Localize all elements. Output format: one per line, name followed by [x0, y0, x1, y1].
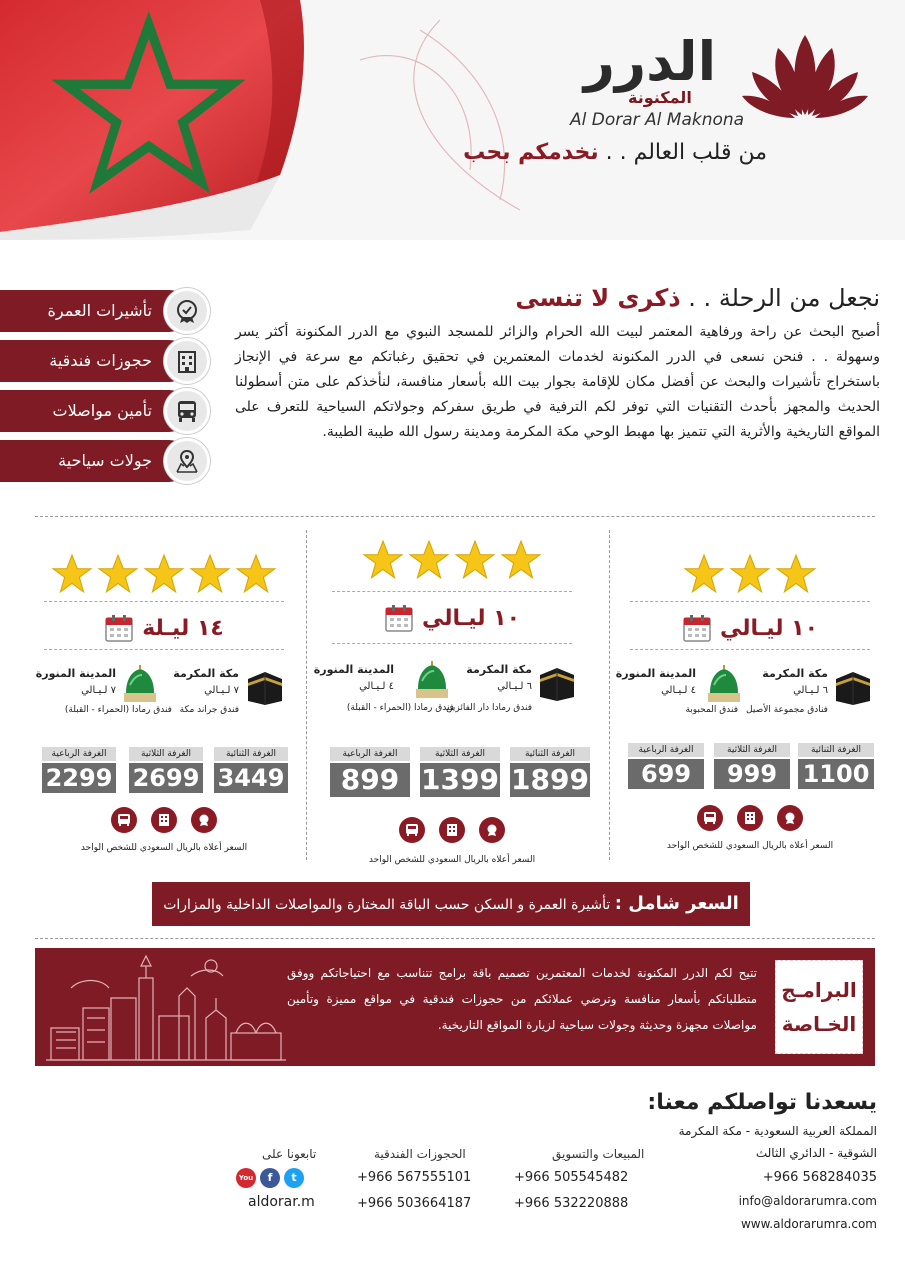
star-icon — [235, 553, 277, 595]
star-icon — [97, 553, 139, 595]
service-label: جولات سياحية — [0, 440, 190, 482]
room-triple — [714, 743, 790, 789]
hotel-icon — [737, 805, 763, 831]
package-card-3-star — [615, 525, 880, 865]
nights-label — [34, 613, 294, 643]
bus-icon — [164, 388, 210, 434]
divider — [44, 601, 284, 602]
twitter-icon[interactable]: t — [284, 1168, 304, 1188]
service-tours — [0, 440, 212, 482]
makkah-stay — [744, 663, 874, 723]
kaaba-icon — [832, 667, 874, 707]
sales-label: المبيعات والتسويق — [552, 1147, 645, 1161]
star-rating — [322, 539, 582, 581]
city-name: مكة المكرمة — [762, 667, 828, 680]
room-label: الغرفة الثلاثية — [714, 743, 790, 757]
divider — [35, 516, 875, 517]
nights-text: ١٤ ليـلة — [142, 615, 224, 641]
prophets-mosque-icon — [704, 663, 744, 705]
calendar-icon — [682, 613, 712, 643]
hotel-name: فندق رمادا (الحمراء - القبلة) — [346, 703, 454, 713]
room-triple — [420, 747, 500, 796]
city-name: المدينة المنورة — [35, 667, 116, 680]
header — [0, 0, 905, 240]
hotel-bookings-phone[interactable]: +966 503664187 — [357, 1196, 472, 1211]
room-price: 699 — [628, 759, 704, 789]
city-nights: ٧ لـيـالي — [81, 685, 116, 696]
intro-text: أصبح البحث عن راحة ورفاهية المعتمر لبيت الله الحرام والزائر للمسجد النبوي مع الدرر المكنونة أكثر يسر وسهولة . . فنحن نسعى في الدرر المكنونة لخدمات المعتمرين في تحقيق رغباتكم مع سرعة في الإنجاز باستخراج تأشيرات والبحث عن أفضل مكان للإقامة بجوار بيت الله بأسعار منافسة، لنأخذكم على متن أسطولنا الحديث والمجهز بأحدث التقنيات التي توفر لكم الترفية في طريق سفركم وجولاتكم السياحية للتعرف على المواقع التاريخية والأثرية التي تتميز بها مهبط الوحي مكة المكرمة ومدينة رسول الله طيبة الطيبة. — [235, 324, 880, 440]
contact-website-link[interactable]: www.aldorarumra.com — [740, 1217, 877, 1231]
service-label: تأشيرات العمرة — [0, 290, 190, 332]
room-quad — [42, 747, 116, 793]
room-price: 1899 — [511, 763, 589, 796]
contact-address-line2: الشوقية - الدائري الثالث — [755, 1146, 877, 1160]
divider — [44, 649, 284, 650]
divider — [332, 643, 572, 644]
slogan — [463, 140, 767, 165]
contact-phone[interactable]: +966 568284035 — [762, 1170, 877, 1185]
room-quad — [628, 743, 704, 789]
city-name: مكة المكرمة — [173, 667, 239, 680]
divider — [35, 938, 875, 939]
service-hotel-booking — [0, 340, 212, 382]
room-label: الغرفة الثلاثية — [420, 747, 500, 761]
room-price: 2299 — [42, 763, 116, 793]
room-price: 999 — [714, 759, 790, 789]
social-links — [236, 1168, 304, 1188]
city-nights: ٧ لـيـالي — [204, 685, 239, 696]
service-label: تأمين مواصلات — [0, 390, 190, 432]
price-note: السعر أعلاه بالريال السعودي للشخص الواحد — [80, 843, 248, 853]
makkah-stay — [446, 659, 582, 719]
star-icon — [454, 539, 496, 581]
special-title-line2: الخـاصة — [781, 1012, 857, 1036]
bus-icon — [697, 805, 723, 831]
room-label: الغرفة الرباعية — [330, 747, 410, 761]
hotel-name: فندق جراند مكة — [179, 705, 239, 715]
star-rating — [620, 553, 880, 595]
badge-icon — [479, 817, 505, 843]
divider — [630, 649, 870, 650]
slogan-normal: من قلب العالم . . — [598, 140, 767, 165]
kaaba-icon — [244, 667, 286, 707]
intro-title — [515, 284, 880, 312]
contact-email-link[interactable]: info@aldorarumra.com — [738, 1194, 877, 1208]
star-icon — [500, 539, 542, 581]
contact-title: يسعدنا تواصلكم معنا: — [647, 1090, 877, 1115]
follow-label: تابعونا على — [262, 1147, 317, 1161]
city-name: المدينة المنورة — [313, 663, 394, 676]
nights-text: ١٠ ليـالي — [421, 605, 521, 631]
intro-title-bold: ذكرى لا تنسى — [515, 284, 681, 312]
madinah-stay — [313, 659, 454, 719]
star-icon — [51, 553, 93, 595]
sales-phone[interactable]: +966 532220888 — [514, 1196, 629, 1211]
badge-icon — [777, 805, 803, 831]
star-icon — [775, 553, 817, 595]
package-features — [620, 805, 880, 831]
room-label: الغرفة الثلاثية — [129, 747, 203, 761]
room-triple — [129, 747, 203, 793]
makkah-stay — [164, 663, 294, 723]
social-handle[interactable]: aldorar.m — [248, 1194, 315, 1210]
city-nights: ٤ لـيـالي — [359, 681, 394, 692]
star-rating — [34, 553, 294, 595]
brand-name-ar: الدرر — [583, 30, 717, 93]
contact-address-line1: المملكة العربية السعودية - مكة المكرمة — [678, 1124, 877, 1138]
room-double — [214, 747, 288, 793]
inclusive-price-label: السعر شامل : — [614, 893, 739, 914]
hotel-icon — [164, 338, 210, 384]
star-icon — [683, 553, 725, 595]
room-label: الغرفة الثنائية — [214, 747, 288, 761]
prophets-mosque-icon — [120, 663, 160, 705]
city-name: المدينة المنورة — [615, 667, 696, 680]
room-price: 1100 — [798, 759, 874, 789]
hotel-name: فندق رمادا (الحمراء - القبلة) — [64, 705, 172, 715]
package-features — [34, 807, 294, 833]
map-pin-icon — [164, 438, 210, 484]
nights-label — [620, 613, 880, 643]
star-icon — [143, 553, 185, 595]
service-label: حجوزات فندقية — [0, 340, 190, 382]
madinah-stay — [34, 663, 172, 723]
hotel-icon — [151, 807, 177, 833]
makkah-skyline-illustration — [41, 948, 291, 1066]
calendar-icon — [104, 613, 134, 643]
hotel-name: فنادق مجموعة الأصيل — [746, 705, 828, 715]
star-icon — [189, 553, 231, 595]
facebook-icon[interactable]: f — [260, 1168, 280, 1188]
room-price: 2699 — [129, 763, 203, 793]
inclusive-price-text: تأشيرة العمرة و السكن حسب الباقة المختارة والمواصلات الداخلية والمزارات — [163, 897, 611, 913]
inclusive-price-banner — [152, 882, 750, 926]
madinah-stay — [615, 663, 750, 723]
package-card-4-star — [313, 525, 589, 865]
room-label: الغرفة الرباعية — [628, 743, 704, 757]
slogan-bold: نخدمكم بحب — [463, 140, 599, 165]
city-name: مكة المكرمة — [466, 663, 532, 676]
divider — [609, 530, 610, 860]
city-nights: ٤ لـيـالي — [661, 685, 696, 696]
brand-name-en: Al Dorar Al Maknona — [570, 110, 745, 130]
package-card-5-star — [34, 525, 294, 865]
service-transport — [0, 390, 212, 432]
calendar-icon — [384, 603, 414, 633]
special-title-line1: البرامـج — [781, 978, 857, 1002]
services-list — [0, 290, 212, 490]
room-quad — [330, 747, 410, 796]
badge-icon — [191, 807, 217, 833]
badge-icon — [164, 288, 210, 334]
room-double — [798, 743, 874, 789]
hotel-name: فندق رمادا دار الفائزين — [446, 703, 532, 713]
special-programs-text: تتيح لكم الدرر المكنونة لخدمات المعتمرين تصميم باقة برامج تتناسب مع احتياجاتكم ووفق متطلباتكم بأسعار منافسة وترضي عملائكم من حجوزات فندقية في مواقع مميزة وتأمين مواصلات مجهزة وحديثة وجولات سياحية لزيارة المواقع التاريخية. — [287, 966, 757, 1032]
room-price: 3449 — [214, 763, 288, 793]
nights-text: ١٠ ليـالي — [719, 615, 819, 641]
bus-icon — [111, 807, 137, 833]
brand-sub-ar: المكنونة — [628, 88, 692, 107]
room-double — [510, 747, 590, 796]
divider — [332, 591, 572, 592]
divider — [306, 530, 307, 860]
bus-icon — [399, 817, 425, 843]
price-note: السعر أعلاه بالريال السعودي للشخص الواحد — [666, 841, 834, 851]
room-label: الغرفة الرباعية — [42, 747, 116, 761]
prophets-mosque-icon — [412, 659, 452, 701]
sales-phone[interactable]: +966 505545482 — [514, 1170, 629, 1185]
room-label: الغرفة الثنائية — [510, 747, 590, 761]
room-price: 1399 — [421, 763, 499, 796]
city-nights: ٦ لـيـالي — [793, 685, 828, 696]
hotel-name: فندق المحبوبة — [685, 705, 738, 715]
star-icon — [408, 539, 450, 581]
star-icon — [362, 539, 404, 581]
lotus-icon — [740, 30, 870, 120]
intro-title-normal: نجعل من الرحلة . . — [680, 284, 880, 312]
youtube-icon[interactable]: You — [236, 1168, 256, 1188]
hotel-icon — [439, 817, 465, 843]
room-price: 899 — [330, 763, 410, 797]
star-icon — [729, 553, 771, 595]
brand-logo — [570, 30, 870, 130]
special-programs — [35, 948, 875, 1066]
room-label: الغرفة الثنائية — [798, 743, 874, 757]
special-programs-title — [775, 960, 863, 1054]
divider — [630, 601, 870, 602]
package-features — [322, 817, 582, 843]
kaaba-icon — [536, 663, 578, 703]
hotel-bookings-phone[interactable]: +966 567555101 — [357, 1170, 472, 1185]
hotel-bookings-label: الحجوزات الفندقية — [374, 1147, 466, 1161]
service-umrah-visa — [0, 290, 212, 332]
city-nights: ٦ لـيـالي — [497, 681, 532, 692]
price-note: السعر أعلاه بالريال السعودي للشخص الواحد — [368, 855, 536, 865]
nights-label — [322, 603, 582, 633]
